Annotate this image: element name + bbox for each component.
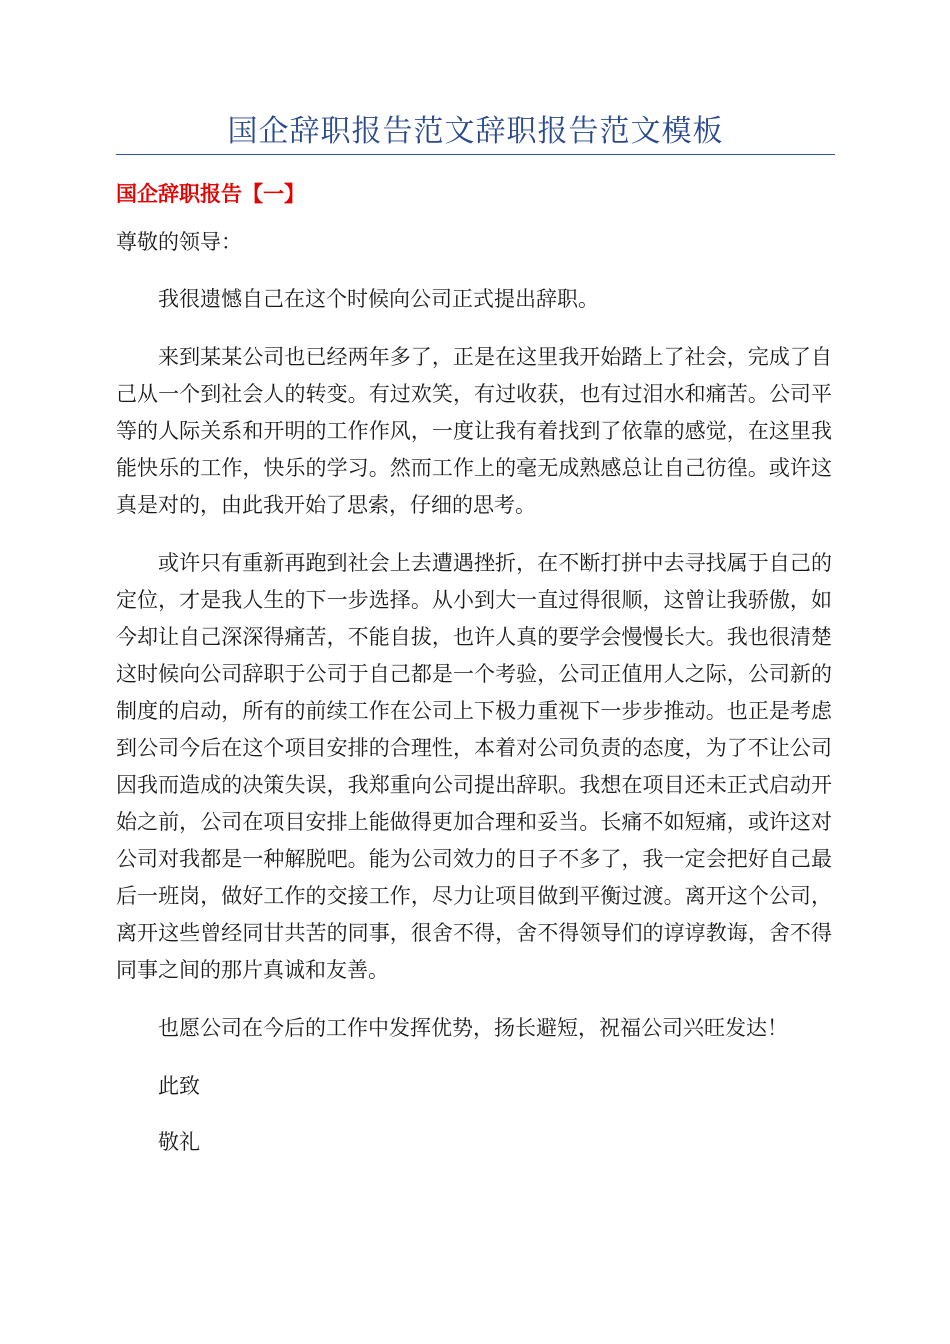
closing-regards: 敬礼	[158, 1130, 200, 1154]
salutation: 尊敬的领导：	[116, 230, 242, 254]
letter-body	[116, 224, 832, 1180]
paragraph-2: 来到某某公司也已经两年多了，正是在这里我开始踏上了社会，完成了自己从一个到社会人的转变。有过欢笑，有过收获，也有过泪水和痛苦。公司平等的人际关系和开明的工作作风，一度让我有着找到了依靠的感觉，在这里我能快乐的工作，快乐的学习。然而工作上的毫无成熟感总让自己彷徨。或许这真是对的，由此我开始了思索，仔细的思考。	[116, 345, 832, 517]
paragraph-1: 我很遗憾自己在这个时候向公司正式提出辞职。	[158, 287, 599, 311]
section-heading: 国企辞职报告【一】	[116, 182, 305, 206]
paragraph-3: 或许只有重新再跑到社会上去遭遇挫折，在不断打拼中去寻找属于自己的定位，才是我人生的下一步选择。从小到大一直过得很顺，这曾让我骄傲，如今却让自己深深得痛苦，不能自拔，也许人真的要学会慢慢长大。我也很清楚这时候向公司辞职于公司于自己都是一个考验，公司正值用人之际，公司新的制度的启动，所有的前续工作在公司上下极力重视下一步步推动。也正是考虑到公司今后在这个项目安排的合理性，本着对公司负责的态度，为了不让公司因我而造成的决策失误，我郑重向公司提出辞职。我想在项目还未正式启动开始之前，公司在项目安排上能做得更加合理和妥当。长痛不如短痛，或许这对公司对我都是一种解脱吧。能为公司效力的日子不多了，我一定会把好自己最后一班岗，做好工作的交接工作，尽力让项目做到平衡过渡。离开这个公司，离开这些曾经同甘共苦的同事，很舍不得，舍不得领导们的谆谆教诲，舍不得同事之间的那片真诚和友善。	[116, 551, 832, 982]
paragraph-4: 也愿公司在今后的工作中发挥优势，扬长避短，祝福公司兴旺发达！	[158, 1016, 788, 1040]
title-underline	[116, 154, 835, 155]
closing-salutation: 此致	[158, 1074, 200, 1098]
document-title: 国企辞职报告范文辞职报告范文模板	[227, 114, 724, 149]
